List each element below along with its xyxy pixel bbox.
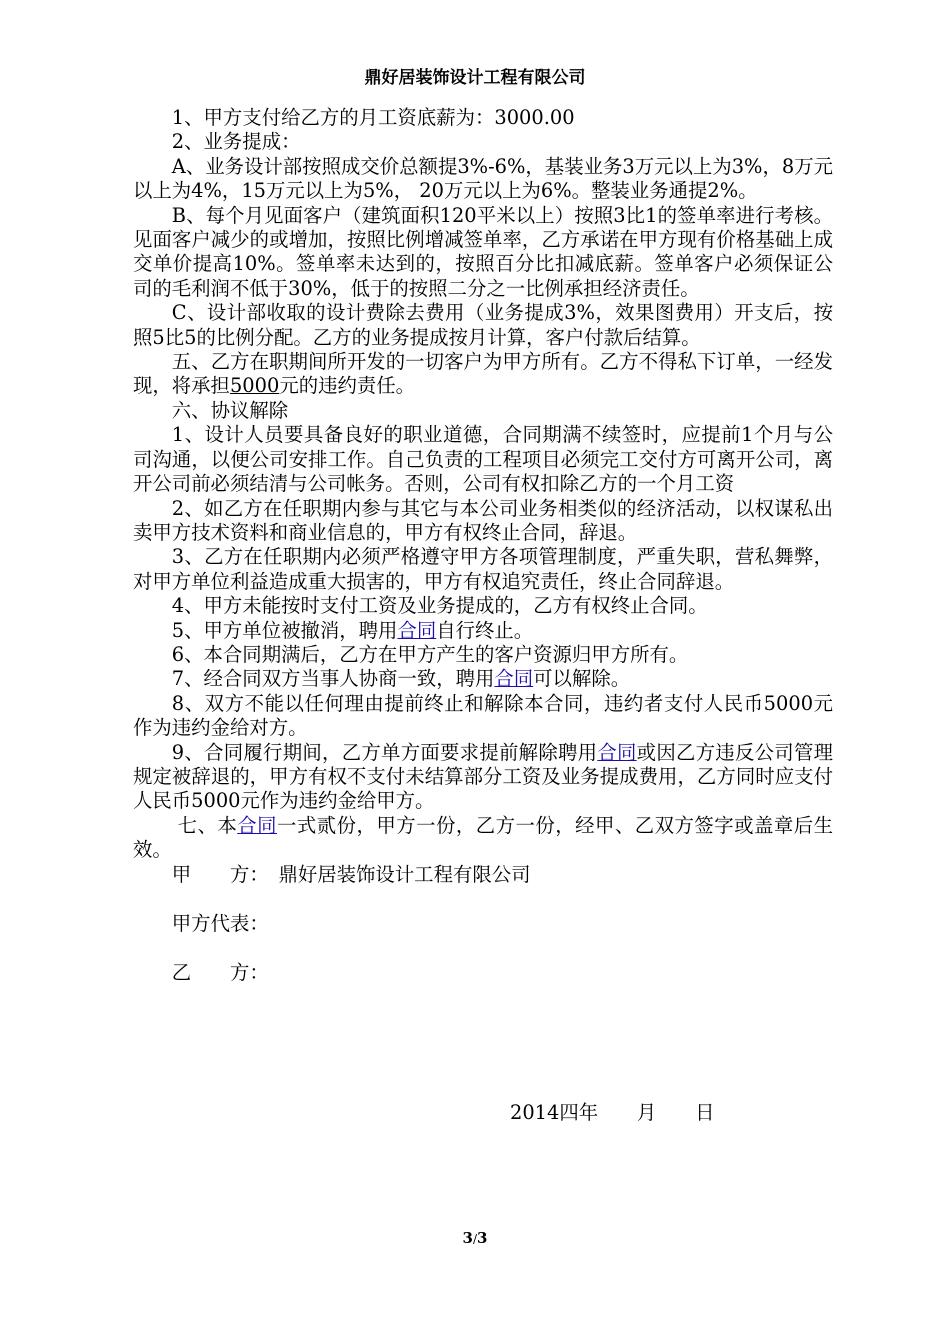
clause-6-9-text-b: 或因乙方违反公司管理规定被辞退的，甲方有权不支付未结算部分工资及业务提成费用，乙方同时应支付人民币5000元作为违约金给甲方。 — [133, 740, 834, 813]
page-separator: / — [472, 1232, 478, 1246]
clause-6-2: 2、如乙方在任职期内参与其它与本公司业务相类似的经济活动，以权谋私出卖甲方技术资料和商业信息的，甲方有权终止合同，辞退。 — [133, 496, 833, 544]
signing-date: 2014四年 月 日 — [510, 1101, 715, 1124]
current-page: 3 — [462, 1229, 473, 1247]
clause-6-5-text-b: 自行终止。 — [436, 618, 534, 642]
clause-6-7 — [133, 667, 833, 691]
clause-6-7-text-b: 可以解除。 — [533, 667, 631, 691]
clause-section-5-text-b: 元的违约责任。 — [279, 374, 416, 398]
contract-link[interactable]: 合同 — [397, 618, 437, 642]
party-b-line: 乙 方： — [171, 961, 269, 985]
page-number — [0, 1228, 950, 1249]
clause-6-7-text-a: 7、经合同双方当事人协商一致，聘用 — [171, 667, 495, 691]
clause-section-7 — [133, 814, 833, 863]
clause-6-1: 1、设计人员要具备良好的职业道德，合同期满不续签时，应提前1个月与公司沟通，以便公司安排工作。自己负责的工程项目必须完工交付方可离开公司，离开公司前必须结清与公司帐务。否则，公司有权扣除乙方的一个月工资 — [133, 423, 833, 496]
clause-6-3: 3、乙方在任职期内必须严格遵守甲方各项管理制度，严重失职，营私舞弊，对甲方单位利益造成重大损害的，甲方有权追究责任，终止合同辞退。 — [133, 545, 833, 593]
clause-6-5-text-a: 5、甲方单位被撤消，聘用 — [171, 618, 398, 642]
clause-commission-b: B、每个月见面客户（建筑面积120平米以上）按照3比1的签单率进行考核。见面客户减少的或增加，按照比例增减签单率，乙方承诺在甲方现有价格基础上成交单价提高10%。签单率未达到的，按照百分比扣减底薪。签单客户必须保证公司的毛利润不低于30%，低于的按照二分之一比例承担经济责任。 — [133, 203, 833, 300]
clause-section-7-text-a: 七、本 — [177, 813, 238, 837]
party-a-line: 甲 方： 鼎好居装饰设计工程有限公司 — [171, 862, 531, 886]
clause-commission-a: A、业务设计部按照成交价总额提3%-6%，基装业务3万元以上为3%，8万元以上为4%，15万元以上为5%， 20万元以上为6%。整装业务通提2%。 — [133, 154, 833, 203]
penalty-amount: 5000 — [229, 374, 280, 398]
clause-6-4: 4、甲方未能按时支付工资及业务提成的，乙方有权终止合同。 — [171, 594, 708, 618]
clause-section-5 — [133, 350, 833, 399]
clause-6-6: 6、本合同期满后，乙方在甲方产生的客户资源归甲方所有。 — [171, 642, 689, 666]
clause-commission-c: C、设计部收取的设计费除去费用（业务提成3%，效果图费用）开支后，按照5比5的比例分配。乙方的业务提成按月计算，客户付款后结算。 — [133, 301, 833, 349]
clause-commission-title: 2、业务提成： — [171, 130, 301, 154]
contract-link[interactable]: 合同 — [597, 740, 637, 764]
total-pages: 3 — [477, 1229, 488, 1247]
page-header-company: 鼎好居装饰设计工程有限公司 — [364, 68, 586, 88]
clause-section-5-text-a: 五、乙方在职期间所开发的一切客户为甲方所有。乙方不得私下订单，一经发现，将承担 — [133, 350, 833, 398]
clause-6-8: 8、双方不能以任何理由提前终止和解除本合同，违约者支付人民币5000元作为违约金给对方。 — [133, 691, 833, 740]
party-a-representative: 甲方代表： — [171, 912, 269, 935]
clause-6-9-text-a: 9、合同履行期间，乙方单方面要求提前解除聘用 — [171, 740, 598, 764]
contract-link[interactable]: 合同 — [237, 813, 277, 837]
clause-base-salary: 1、甲方支付给乙方的月工资底薪为：3000.00 — [171, 106, 575, 129]
contract-body — [133, 106, 833, 986]
clause-6-9 — [133, 741, 833, 814]
section-6-title: 六、协议解除 — [171, 398, 289, 422]
contract-link[interactable]: 合同 — [494, 667, 534, 691]
clause-6-5 — [133, 619, 833, 643]
clause-section-7-text-b: 一式贰份，甲方一份，乙方一份，经甲、乙双方签字或盖章后生效。 — [133, 813, 833, 862]
